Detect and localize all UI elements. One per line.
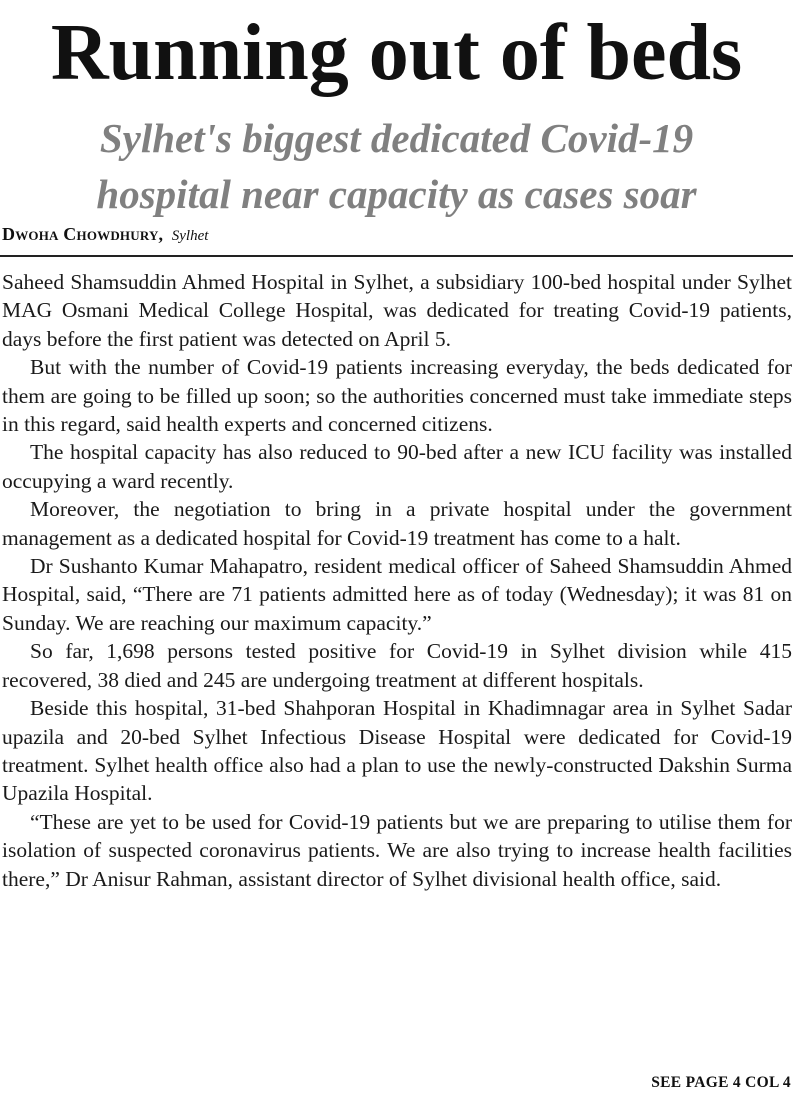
article-body bbox=[2, 268, 792, 893]
article-paragraph-4: Moreover, the negotiation to bring in a private hospital under the government management as a dedicated hospital for Covid-19 treatment has come to a halt. bbox=[2, 497, 792, 550]
byline-author: Dwoha Chowdhury, bbox=[2, 224, 164, 244]
headline: Running out of beds bbox=[50, 9, 743, 97]
article-paragraph-5: Dr Sushanto Kumar Mahapatro, resident medical officer of Saheed Shamsuddin Ahmed Hospital, said, “There are 71 patients admitted here as of today (Wednesday); it was 81 on Sunday. We are reaching our maximum capacity.” bbox=[2, 554, 792, 635]
article-paragraph-3: The hospital capacity has also reduced to 90-bed after a new ICU facility was installed occupying a ward recently. bbox=[2, 440, 792, 493]
byline bbox=[2, 223, 208, 247]
subheadline-line-2: hospital near capacity as cases soar bbox=[96, 171, 697, 217]
article-paragraph-1: Saheed Shamsuddin Ahmed Hospital in Sylhet, a subsidiary 100-bed hospital under Sylhet MAG Osmani Medical College Hospital, was dedicated for treating Covid-19 patients, days before the first patient was detected on April 5. bbox=[2, 270, 792, 351]
article-paragraph-2: But with the number of Covid-19 patients increasing everyday, the beds dedicated for them are going to be filled up soon; so the authorities concerned must take immediate steps in this regard, said health experts and concerned citizens. bbox=[2, 355, 792, 437]
subheadline bbox=[0, 110, 793, 222]
article-paragraph-6: So far, 1,698 persons tested positive for Covid-19 in Sylhet division while 415 recovered, 38 died and 245 are undergoing treatment at different hospitals. bbox=[2, 639, 792, 692]
article-paragraph-7: Beside this hospital, 31-bed Shahporan Hospital in Khadimnagar area in Sylhet Sadar upazila and 20-bed Sylhet Infectious Disease Hospital were dedicated for Covid-19 treatment. Sylhet health office also had a plan to use the newly-constructed Dakshin Surma Upazila Hospital. bbox=[2, 696, 792, 806]
byline-divider bbox=[0, 255, 793, 257]
subheadline-line-1: Sylhet's biggest dedicated Covid-19 bbox=[99, 115, 694, 161]
article-paragraph-8: “These are yet to be used for Covid-19 patients but we are preparing to utilise them for isolation of suspected coronavirus patients. We are also trying to increase health facilities there,” Dr Anisur Rahman, assistant director of Sylhet divisional health office, said. bbox=[2, 809, 792, 891]
byline-location: Sylhet bbox=[171, 228, 209, 244]
continued-jump-line: SEE PAGE 4 COL 4 bbox=[651, 1074, 791, 1091]
